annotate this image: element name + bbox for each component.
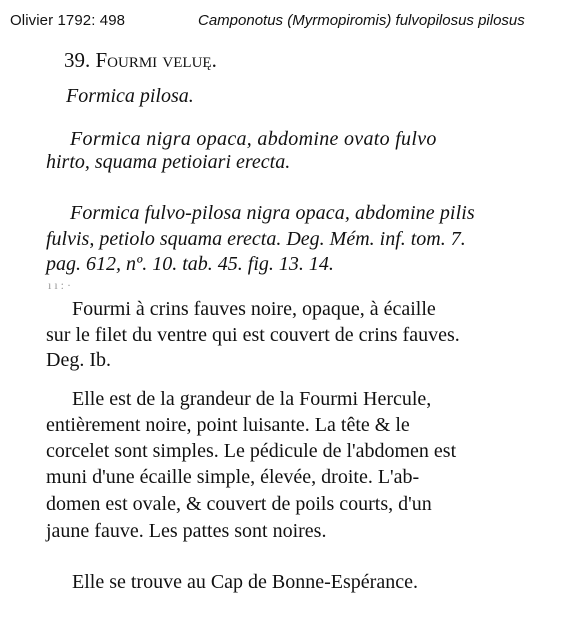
entry-number: 39. — [64, 48, 91, 72]
description-line-6: jaune fauve. Les pattes sont noires. — [46, 520, 327, 542]
taxon-name: Camponotus (Myrmopiromis) fulvopilosus pilosus — [198, 12, 525, 29]
entry-name: Fourmi veluę. — [95, 48, 217, 72]
diagnosis-line-2: hirto, squama petioiari erecta. — [46, 151, 291, 173]
scan-marks: ı ı : · — [48, 278, 71, 292]
genus-line: Formica pilosa. — [66, 85, 194, 107]
synonym-line-3: pag. 612, nº. 10. tab. 45. fig. 13. 14. — [46, 253, 334, 275]
synonym-line-1: Formica fulvo-pilosa nigra opaca, abdomine pilis — [70, 202, 475, 224]
description-line-5: domen est ovale, & couvert de poils courts, d'un — [46, 493, 432, 515]
source-citation: Olivier 1792: 498 — [10, 12, 126, 29]
french-desc-line-1: Fourmi à crins fauves noire, opaque, à écaille — [72, 298, 436, 320]
description-line-3: corcelet sont simples. Le pédicule de l'abdomen est — [46, 440, 457, 462]
french-desc-line-3: Deg. Ib. — [46, 349, 111, 371]
description-line-4: muni d'une écaille simple, élevée, droite. L'ab- — [46, 466, 420, 488]
description-line-2: entièrement noire, point luisante. La tête & le — [46, 414, 410, 436]
synonym-line-2: fulvis, petiolo squama erecta. Deg. Mém. inf. tom. 7. — [46, 228, 466, 250]
diagnosis-line-1: Formica nigra opaca, abdomine ovato fulvo — [70, 128, 437, 150]
description-line-1: Elle est de la grandeur de la Fourmi Hercule, — [72, 388, 432, 410]
entry-heading — [64, 48, 217, 73]
habitat-line: Elle se trouve au Cap de Bonne-Espérance. — [72, 571, 418, 593]
french-desc-line-2: sur le filet du ventre qui est couvert de crins fauves. — [46, 324, 460, 346]
